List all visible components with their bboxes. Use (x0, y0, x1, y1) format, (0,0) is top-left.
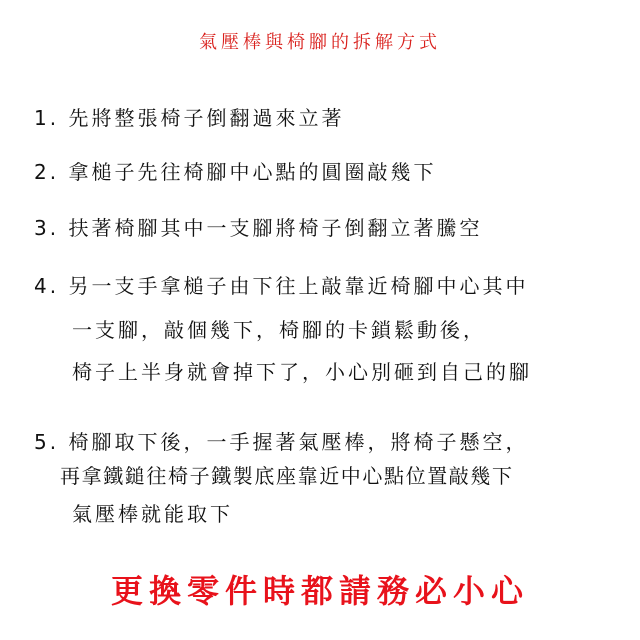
step-5-line-2: 再拿鐵鎚往椅子鐵製底座靠近中心點位置敲幾下 (60, 464, 514, 488)
step-3: 3. 扶著椅腳其中一支腳將椅子倒翻立著騰空 (34, 216, 483, 240)
step-4-line-1: 4. 另一支手拿槌子由下往上敲靠近椅腳中心其中 (34, 274, 529, 298)
step-2: 2. 拿槌子先往椅腳中心點的圓圈敲幾下 (34, 160, 437, 184)
step-4-line-2: 一支腳，敲個幾下，椅腳的卡鎖鬆動後， (72, 318, 486, 342)
page-title: 氣壓棒與椅腳的拆解方式 (199, 32, 441, 53)
step-4-line-3: 椅子上半身就會掉下了，小心別砸到自己的腳 (72, 360, 532, 384)
caution-footer: 更換零件時都請務必小心 (110, 572, 529, 610)
step-5-line-1: 5. 椅腳取下後，一手握著氣壓棒，將椅子懸空， (34, 430, 529, 454)
step-5-line-3: 氣壓棒就能取下 (72, 502, 233, 526)
step-1: 1. 先將整張椅子倒翻過來立著 (34, 106, 345, 130)
